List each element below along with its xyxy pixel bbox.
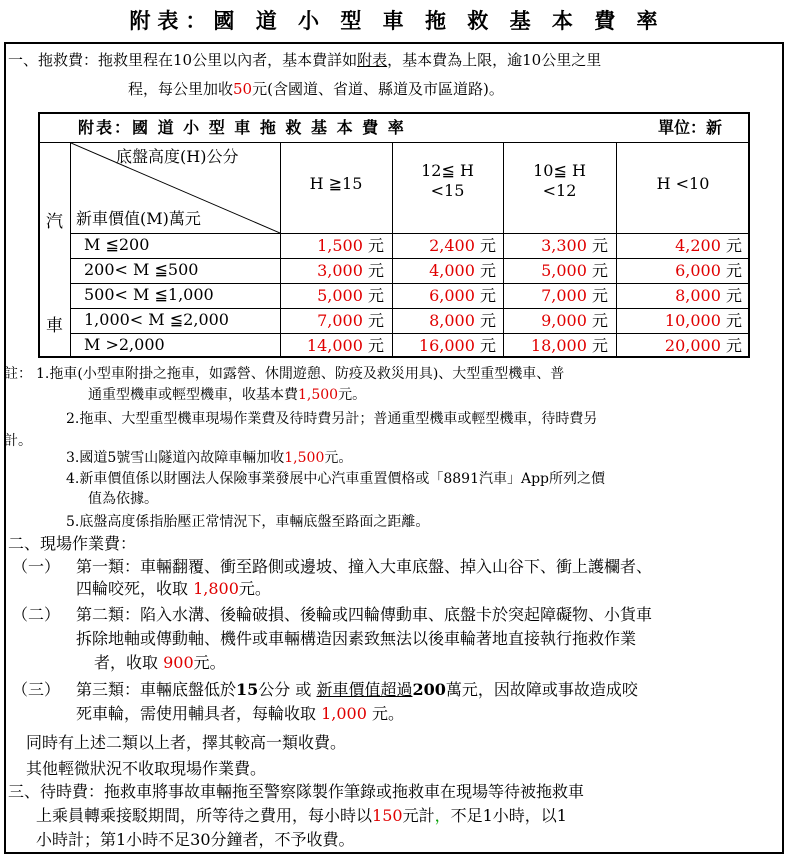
price-value: 6,000 [429, 286, 475, 305]
section1-text-c: 程，每公里加收 [128, 80, 234, 98]
category1-line1: 第一類：車輛翻覆、衝至路側或邊坡、撞入大車底盤、掉入山谷下、衝上護欄者、 [76, 557, 653, 576]
price-r3-c2 [392, 284, 496, 308]
category2-line1: 第二類：陷入水溝、後輪破損、後輪或四輪傳動車、底盤卡於突起障礙物、小貨車 [76, 605, 653, 624]
price-r5-c2 [392, 334, 496, 358]
price-value: 4,200 [675, 236, 721, 255]
currency-unit: 元 [367, 236, 384, 255]
price-value: 9,000 [541, 311, 587, 330]
price-value: 4,000 [429, 261, 475, 280]
currency-unit: 元 [479, 286, 496, 305]
category1-fee: 1,800 [193, 579, 239, 598]
table-unit-label: 單位：新 [658, 118, 723, 137]
currency-unit: 元 [591, 286, 608, 305]
row-range-2: 200< M ≦500 [84, 260, 199, 279]
section1-line2 [128, 79, 504, 99]
category1-unit: 元。 [238, 579, 271, 598]
price-r3-c3 [503, 284, 608, 308]
section2-heading: 二、現場作業費： [8, 534, 137, 553]
category3-line2 [76, 704, 404, 724]
currency-unit: 元 [725, 286, 742, 305]
height-header-2-line1: 12≦ H [421, 161, 474, 180]
section3-line3: 小時計；第1小時不足30分鐘者，不予收費。 [36, 830, 355, 849]
height-header-3-line2: <12 [542, 181, 577, 200]
price-r5-c4 [616, 334, 742, 358]
category3-cm: 15 [236, 680, 259, 699]
price-r2-c3 [503, 259, 608, 283]
category2-line2: 拆除地軸或傳動軸、機件或車輛構造因素致無法以後車輪著地直接執行拖救作業 [76, 629, 637, 648]
price-value: 18,000 [530, 336, 587, 355]
price-value: 1,500 [317, 236, 363, 255]
price-r2-c1 [280, 259, 384, 283]
side-label-car-bottom: 車 [46, 316, 63, 336]
price-value: 10,000 [664, 311, 721, 330]
price-value: 2,400 [429, 236, 475, 255]
height-header-2-line2: <15 [430, 181, 465, 200]
category3-text-e: 死車輪，需使用輔具者，每輪收取 [76, 704, 322, 723]
section3-text-d: 不足1小時，以1 [450, 806, 567, 825]
currency-unit: 元 [591, 236, 608, 255]
row-range-1: M ≦200 [84, 235, 150, 254]
currency-unit: 元 [367, 261, 384, 280]
section3-text-c: 元計 [402, 806, 435, 825]
price-value: 5,000 [317, 286, 363, 305]
price-r1-c3 [503, 234, 608, 258]
price-value: 6,000 [675, 261, 721, 280]
price-value: 8,000 [675, 286, 721, 305]
section3-line1 [8, 782, 584, 802]
price-r5-c1 [280, 334, 384, 358]
price-value: 8,000 [429, 311, 475, 330]
price-r1-c2 [392, 234, 496, 258]
currency-unit: 元 [367, 286, 384, 305]
section3-line2 [36, 806, 567, 826]
category3-text-b: 公分 或 [258, 680, 317, 699]
height-header-2 [392, 161, 503, 201]
note-4-line2: 值為依據。 [88, 491, 158, 507]
price-r4-c1 [280, 309, 384, 333]
category3-value: 200 [412, 680, 446, 699]
price-value: 7,000 [317, 311, 363, 330]
note-1-fee: 1,500 [298, 387, 339, 403]
height-header-1 [280, 174, 392, 194]
category2-text: 者，收取 [94, 653, 164, 672]
note-3-fee: 1,500 [284, 450, 325, 466]
currency-unit: 元 [367, 336, 384, 355]
diag-height-label: 底盤高度(H)公分 [116, 147, 239, 166]
section3-text-a: 拖救車將事故車輛拖至警察隊製作筆錄或拖救車在現場等待被拖救車 [104, 782, 585, 801]
section1-line1 [8, 50, 601, 70]
height-header-4 [616, 174, 750, 194]
height-header-3-line1: 10≦ H [533, 161, 586, 180]
price-r5-c3 [503, 334, 608, 358]
height-header-3 [503, 161, 616, 201]
currency-unit: 元 [591, 336, 608, 355]
category2-unit: 元。 [193, 653, 226, 672]
base-fee-table [38, 112, 750, 358]
category1-line2 [76, 579, 271, 599]
price-r4-c2 [392, 309, 496, 333]
section3-comma: ， [434, 806, 451, 825]
category3-text-a: 第三類：車輛底盤低於 [76, 680, 237, 699]
price-r2-c2 [392, 259, 496, 283]
note-5: 5.底盤高度係指胎壓正常情況下，車輛底盤至路面之距離。 [66, 514, 430, 530]
note-2-line2: 計。 [4, 433, 32, 449]
row-range-5: M >2,000 [84, 335, 165, 354]
notes-label: 註： [4, 366, 32, 382]
price-value: 7,000 [541, 286, 587, 305]
category3-label: （三） [12, 680, 61, 699]
price-r1-c4 [616, 234, 742, 258]
category3-fee: 1,000 [321, 704, 367, 723]
price-r4-c4 [616, 309, 742, 333]
currency-unit: 元 [479, 261, 496, 280]
price-value: 14,000 [306, 336, 363, 355]
note-1-unit: 元。 [338, 387, 367, 403]
price-value: 5,000 [541, 261, 587, 280]
waiting-fee: 150 [372, 806, 403, 825]
currency-unit: 元 [725, 311, 742, 330]
section1-text-b: ，基本費為上限，逾10公里之里 [387, 51, 602, 69]
table-caption: 附表：國 道 小 型 車 拖 救 基 本 費 率 [78, 118, 406, 137]
currency-unit: 元 [725, 336, 742, 355]
price-value: 16,000 [418, 336, 475, 355]
note-1-line1: 1.拖車(小型車附掛之拖車，如露營、休閒遊憩、防疫及救災用具)、大型重型機車、普 [36, 366, 565, 382]
per-km-fee: 50 [233, 80, 253, 98]
currency-unit: 元 [591, 311, 608, 330]
price-value: 20,000 [664, 336, 721, 355]
page-title: 附表：國 道 小 型 車 拖 救 基 本 費 率 [129, 8, 665, 33]
category3-unit: 元。 [366, 704, 404, 723]
price-r3-c4 [616, 284, 742, 308]
section1-prefix: 一、拖救費： [8, 51, 99, 69]
section2-extra1: 同時有上述二類以上者，擇其較高一類收費。 [26, 733, 347, 752]
section3-text-b: 上乘員轉乘接駁期間，所等待之費用，每小時以 [36, 806, 373, 825]
note-4-line1: 4.新車價值係以財團法人保險事業發展中心汽車重置價格或「8891汽車」App所列之價 [66, 471, 606, 487]
category2-fee: 900 [163, 653, 194, 672]
currency-unit: 元 [725, 236, 742, 255]
category3-text-d: 萬元，因故障或事故造成咬 [445, 680, 638, 699]
diag-value-label: 新車價值(M)萬元 [76, 209, 201, 228]
currency-unit: 元 [367, 311, 384, 330]
section1-text-d: 元(含國道、省道、縣道及市區道路)。 [252, 80, 504, 98]
category1-text: 四輪咬死，收取 [76, 579, 194, 598]
note-3 [66, 448, 352, 468]
category2-line3 [94, 653, 226, 673]
note-3-text: 3.國道5號雪山隧道內故障車輛加收 [66, 450, 285, 466]
section2-extra2: 其他輕微狀況不收取現場作業費。 [26, 759, 267, 778]
appendix-table-link[interactable]: 附表 [357, 51, 388, 69]
row-range-3: 500< M ≦1,000 [84, 285, 214, 304]
section3-prefix: 三、待時費： [8, 782, 105, 801]
category3-text-c: 新車價值超過 [316, 680, 413, 699]
currency-unit: 元 [479, 236, 496, 255]
currency-unit: 元 [591, 261, 608, 280]
note-3-unit: 元。 [324, 450, 353, 466]
currency-unit: 元 [725, 261, 742, 280]
price-r1-c1 [280, 234, 384, 258]
note-2-line1: 2.拖車、大型重型機車現場作業費及待時費另計；普通重型機車或輕型機車，待時費另 [66, 411, 598, 427]
category3-line1 [76, 680, 638, 700]
price-r2-c4 [616, 259, 742, 283]
note-1-line2 [88, 385, 366, 405]
category2-label: （二） [12, 605, 61, 624]
row-range-4: 1,000< M ≦2,000 [84, 310, 229, 329]
price-r4-c3 [503, 309, 608, 333]
currency-unit: 元 [479, 311, 496, 330]
category1-label: （一） [12, 557, 61, 576]
price-value: 3,300 [541, 236, 587, 255]
height-header-4-text: H <10 [656, 174, 710, 193]
price-r3-c1 [280, 284, 384, 308]
note-1-text: 通重型機車或輕型機車，收基本費 [88, 387, 298, 403]
price-value: 3,000 [317, 261, 363, 280]
section1-text-a: 拖救里程在10公里以內者，基本費詳如 [98, 51, 358, 69]
currency-unit: 元 [479, 336, 496, 355]
side-label-car-top: 汽 [46, 212, 63, 232]
height-header-1-text: H ≧15 [309, 174, 363, 193]
